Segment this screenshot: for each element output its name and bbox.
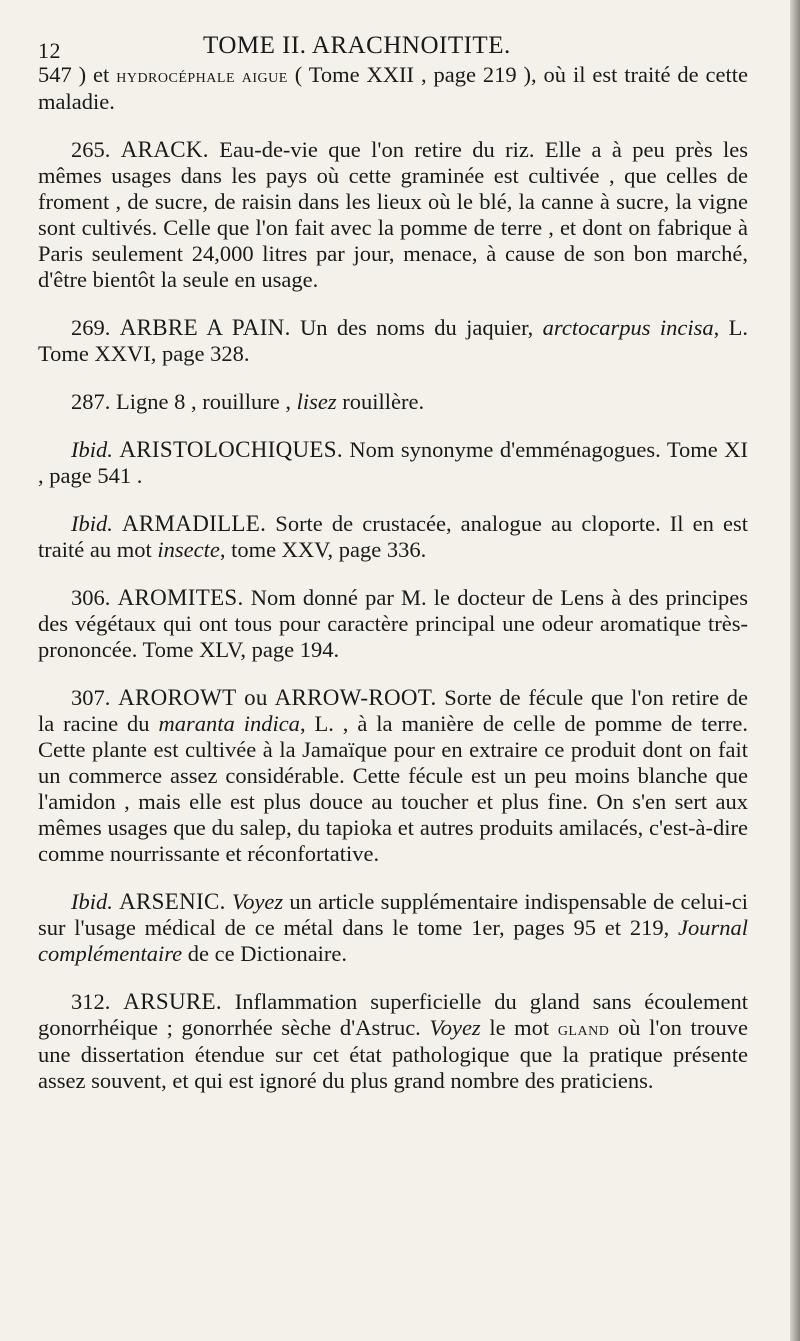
entry-text: 265. xyxy=(71,137,121,162)
dictionary-entry xyxy=(38,585,748,663)
dictionary-entry xyxy=(38,685,748,867)
italic-text: lisez xyxy=(296,389,337,414)
entry-text: de ce Dictionaire. xyxy=(182,941,348,966)
entry-text: 307. xyxy=(71,685,119,710)
entry-text: Un des noms du jaquier, xyxy=(290,315,543,340)
entry-headword: AROMITES. xyxy=(117,585,244,610)
entry-text: 547 ) et xyxy=(38,62,117,87)
entry-text: le mot xyxy=(480,1015,558,1040)
dictionary-entry xyxy=(38,989,748,1094)
entry-text: Nom donné par M. le docteur de Lens à des principes des végétaux qui ont tous pour caractère principal une odeur aromatique très-prononcée. Tome XLV, page 194. xyxy=(38,585,749,662)
entry-headword: AROROWT ou ARROW-ROOT. xyxy=(118,685,437,710)
italic-text: Journal complémentaire xyxy=(38,915,748,966)
entry-text: Nom synonyme d'emménagogues. Tome XI , page 541 . xyxy=(38,437,749,488)
italic-text: arctocarpus incisa xyxy=(542,315,714,340)
entry-text xyxy=(113,511,122,536)
entry-text: Inflammation superficielle du gland sans écoulement gonorrhéique ; gonorrhée sèche d'Astruc. xyxy=(38,989,749,1040)
entry-text: un article supplémentaire indispensable de celui-ci sur l'usage médical de ce métal dans le tome 1er, pages 95 et 219, xyxy=(38,889,748,940)
small-caps-text: hydrocéphale aigue xyxy=(116,65,288,87)
entry-headword: ARSENIC. xyxy=(119,889,226,914)
entry-text: , L. Tome XXVI, page 328. xyxy=(38,315,748,366)
entry-headword: ARISTOLOCHIQUES. xyxy=(119,437,343,462)
entry-text: rouillère. xyxy=(336,389,425,414)
running-header xyxy=(38,32,748,62)
running-title: TOME II. ARACHNOITITE. xyxy=(203,32,511,59)
italic-text: maranta indica xyxy=(158,711,300,736)
entry-text: Sorte de crustacée, analogue au cloporte. Il en est traité au mot xyxy=(38,511,749,562)
page-number: 12 xyxy=(38,38,61,63)
dictionary-entry xyxy=(38,511,748,563)
entry-text: , L. , à la manière de celle de pomme de terre. Cette plante est cultivée à la Jamaïque pour en extraire ce produit dont on fait un commerce assez considérable. Cette fécule est un peu moins blanche que l'amidon , mais elle est plus douce au toucher et plus fine. On s'en sert aux mêmes usages que du salep, du tapioka et autres produits amilacés, c'est-à-dire comme nourrissante et réconfortative. xyxy=(38,711,748,866)
dictionary-entry xyxy=(38,137,748,293)
entry-headword: ARSURE. xyxy=(123,989,222,1014)
entry-text: , tome XXV, page 336. xyxy=(219,537,427,562)
dictionary-entries xyxy=(38,62,748,1094)
entry-text: 287. Ligne 8 , rouillure , xyxy=(71,389,297,414)
dictionary-entry xyxy=(38,389,748,415)
entry-text: où l'on trouve une dissertation étendue sur cet état pathologique que la pratique présente assez souvent, et qui est ignoré du plus grand nombre des praticiens. xyxy=(38,1015,748,1093)
dictionary-entry xyxy=(38,315,748,367)
entry-text: Sorte de fécule que l'on retire de la racine du xyxy=(38,685,748,736)
small-caps-text: gland xyxy=(557,1018,610,1040)
entry-headword: ARBRE A PAIN. xyxy=(119,315,291,340)
entry-text: 306. xyxy=(71,585,118,610)
italic-text: Voyez xyxy=(429,1015,481,1040)
entry-text: ( Tome XXII , page 219 ), où il est traité de cette maladie. xyxy=(38,62,748,114)
entry-text: 312. xyxy=(71,989,124,1014)
dictionary-entry xyxy=(38,889,748,967)
entry-headword: ARMADILLE. xyxy=(122,511,267,536)
italic-text: Ibid. xyxy=(71,511,113,536)
dictionary-entry xyxy=(38,437,748,489)
italic-text: Voyez xyxy=(231,889,284,914)
dictionary-entry xyxy=(38,62,748,115)
italic-text: insecte xyxy=(157,537,220,562)
italic-text: Ibid. xyxy=(71,437,113,462)
entry-text: Eau-de-vie que l'on retire du riz. Elle a à peu près les mêmes usages dans les pays où cette graminée est cultivée , que celles de froment , de sucre, de raisin dans les lieux où le blé, la canne à sucre, la vigne sont cultivés. Celle que l'on fait avec la pomme de terre , et dont on fabrique à Paris seulement 24,000 litres par jour, menace, à cause de son bon marché, d'être bientôt la seule en usage. xyxy=(38,137,748,292)
italic-text: Ibid. xyxy=(71,889,113,914)
entry-text: 269. xyxy=(71,315,120,340)
entry-headword: ARACK. xyxy=(120,137,209,162)
